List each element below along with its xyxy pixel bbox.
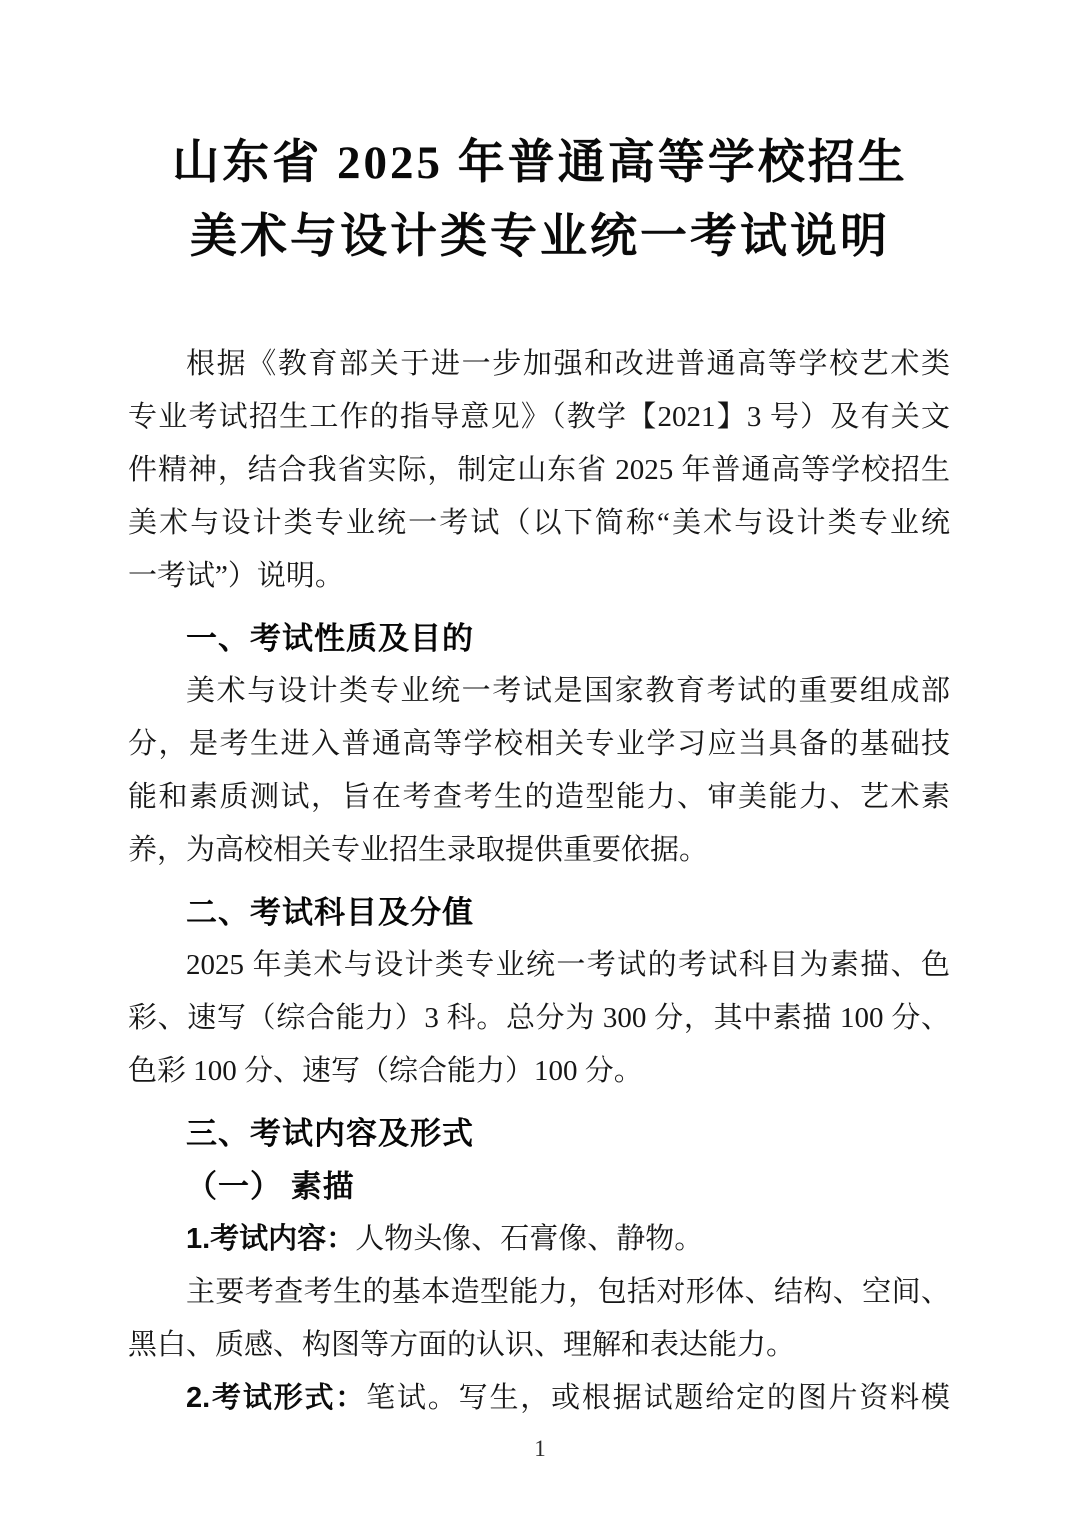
exam-content-label: 1.考试内容：	[186, 1223, 356, 1255]
section-2-heading: 二、考试科目及分值	[186, 895, 474, 930]
page-number: 1	[534, 1436, 546, 1461]
paragraph-line: 彩、速写（综合能力）3 科。总分为 300 分，其中素描 100 分、	[128, 1002, 950, 1034]
exam-format-item	[128, 1372, 950, 1425]
section-2-paragraph	[128, 939, 950, 1098]
subsection-1-heading: （一） 素描	[186, 1169, 355, 1204]
paragraph-line: 能和素质测试，旨在考查考生的造型能力、审美能力、艺术素	[128, 781, 950, 813]
paragraph-line: 黑白、质感、构图等方面的认识、理解和表达能力。	[128, 1329, 796, 1361]
exam-content-text: 人物头像、石膏像、静物。	[355, 1223, 704, 1255]
section-1-heading: 一、考试性质及目的	[186, 621, 474, 656]
paragraph-line: 主要考查考生的基本造型能力，包括对形体、结构、空间、	[186, 1276, 950, 1308]
exam-content-paragraph	[128, 1266, 950, 1372]
section-1-paragraph	[128, 665, 950, 877]
intro-paragraph	[128, 338, 950, 603]
exam-format-label: 2.考试形式：	[186, 1382, 367, 1414]
section-3-heading: 三、考试内容及形式	[186, 1116, 474, 1151]
document-title-line-1: 山东省 2025 年普通高等学校招生	[172, 137, 908, 189]
paragraph-line: 根据《教育部关于进一步加强和改进普通高等学校艺术类	[186, 348, 950, 380]
document-title-line-2: 美术与设计类专业统一考试说明	[190, 211, 890, 263]
paragraph-line: 美术与设计类专业统一考试是国家教育考试的重要组成部	[186, 675, 950, 707]
paragraph-line: 分，是考生进入普通高等学校相关专业学习应当具备的基础技	[128, 728, 950, 760]
paragraph-line: 养，为高校相关专业招生录取提供重要依据。	[128, 834, 709, 866]
paragraph-line: 美术与设计类专业统一考试（以下简称“美术与设计类专业统	[128, 507, 950, 539]
paragraph-line: 2025 年美术与设计类专业统一考试的考试科目为素描、色	[186, 949, 950, 981]
document-title	[0, 0, 1080, 274]
paragraph-line: 专业考试招生工作的指导意见》（教学【2021】3 号）及有关文	[128, 401, 950, 433]
paragraph-line: 一考试”）说明。	[128, 560, 344, 592]
page-footer	[0, 1436, 1080, 1462]
paragraph-line: 件精神，结合我省实际，制定山东省 2025 年普通高等学校招生	[128, 454, 950, 486]
paragraph-line: 色彩 100 分、速写（综合能力）100 分。	[128, 1055, 643, 1087]
exam-format-text: 笔试。写生，或根据试题给定的图片资料模	[366, 1382, 950, 1414]
document-body	[0, 274, 1080, 1425]
exam-content-item	[128, 1213, 950, 1266]
